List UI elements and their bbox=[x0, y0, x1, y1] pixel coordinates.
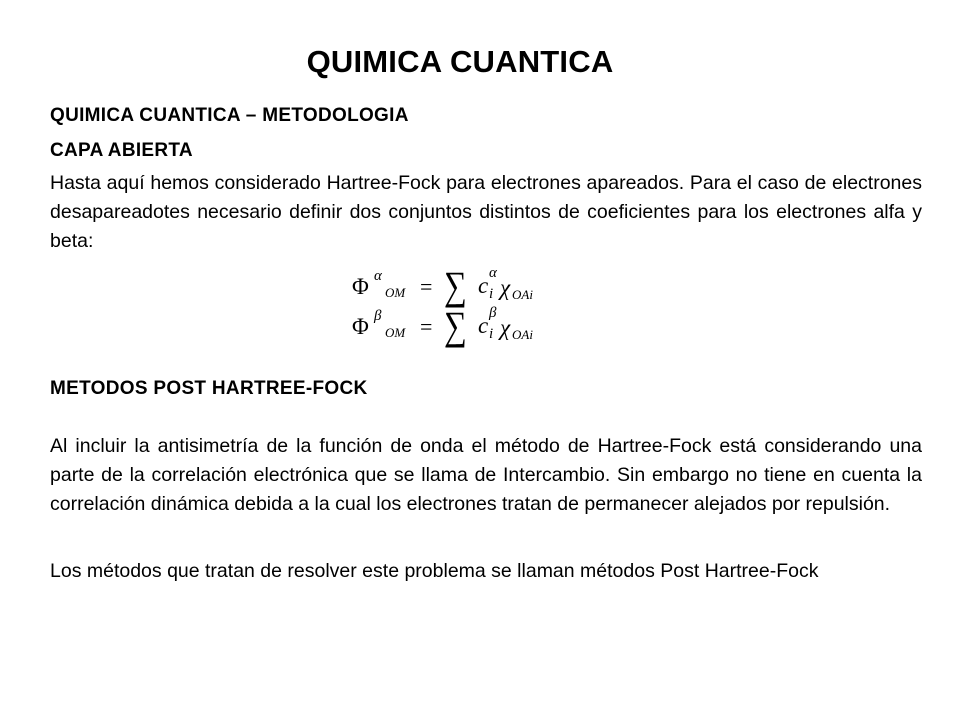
eq-sum-symbol: ∑ bbox=[444, 263, 467, 308]
eq-chi-subscript: OAi bbox=[512, 287, 533, 302]
eq-phi-superscript: α bbox=[374, 268, 382, 284]
paragraph-post-hf-1: Al incluir la antisimetría de la función de onda el método de Hartree-Fock está considerando una parte de la correlación electrónica que se llama de Intercambio. Sin embargo no tiene en cuenta la correlación dinámica debida a la cual los electrones tratan de permanecer alejados por repulsión. bbox=[50, 435, 922, 515]
eq-equals: = bbox=[420, 314, 433, 339]
eq-coef: c bbox=[478, 313, 489, 338]
eq-coef-subscript: i bbox=[489, 286, 494, 302]
heading-capa-abierta: CAPA ABIERTA bbox=[50, 140, 193, 161]
eq-phi-superscript: β bbox=[374, 308, 382, 324]
eq-coef: c bbox=[478, 273, 489, 298]
eq-chi-symbol: χ bbox=[500, 275, 511, 300]
eq-phi-symbol: Φ bbox=[352, 274, 369, 299]
equation-alpha bbox=[352, 263, 592, 308]
heading-metodologia: QUIMICA CUANTICA – METODOLOGIA bbox=[50, 105, 409, 126]
paragraph-capa-abierta: Hasta aquí hemos considerado Hartree-Fock para electrones apareados. Para el caso de electrones desapareadotes necesario definir dos conjuntos distintos de coeficientes para los electrones alfa y beta: bbox=[50, 172, 922, 252]
eq-coef-superscript: β bbox=[489, 305, 497, 321]
eq-chi-symbol: χ bbox=[500, 315, 511, 340]
eq-coef-subscript: i bbox=[489, 326, 494, 342]
heading-post-hartree-fock: METODOS POST HARTREE-FOCK bbox=[50, 378, 368, 399]
eq-coef-superscript: α bbox=[489, 265, 497, 281]
eq-phi-subscript: OM bbox=[385, 325, 406, 340]
eq-chi-subscript: OAi bbox=[512, 327, 533, 342]
eq-phi-subscript: OM bbox=[385, 285, 406, 300]
slide-title: QUIMICA CUANTICA bbox=[306, 44, 614, 79]
eq-equals: = bbox=[420, 274, 433, 299]
equation-beta bbox=[352, 303, 592, 348]
paragraph-post-hf-2: Los métodos que tratan de resolver este problema se llaman métodos Post Hartree-Fock bbox=[50, 560, 819, 582]
eq-phi-symbol: Φ bbox=[352, 314, 369, 339]
eq-sum-symbol: ∑ bbox=[444, 303, 467, 348]
